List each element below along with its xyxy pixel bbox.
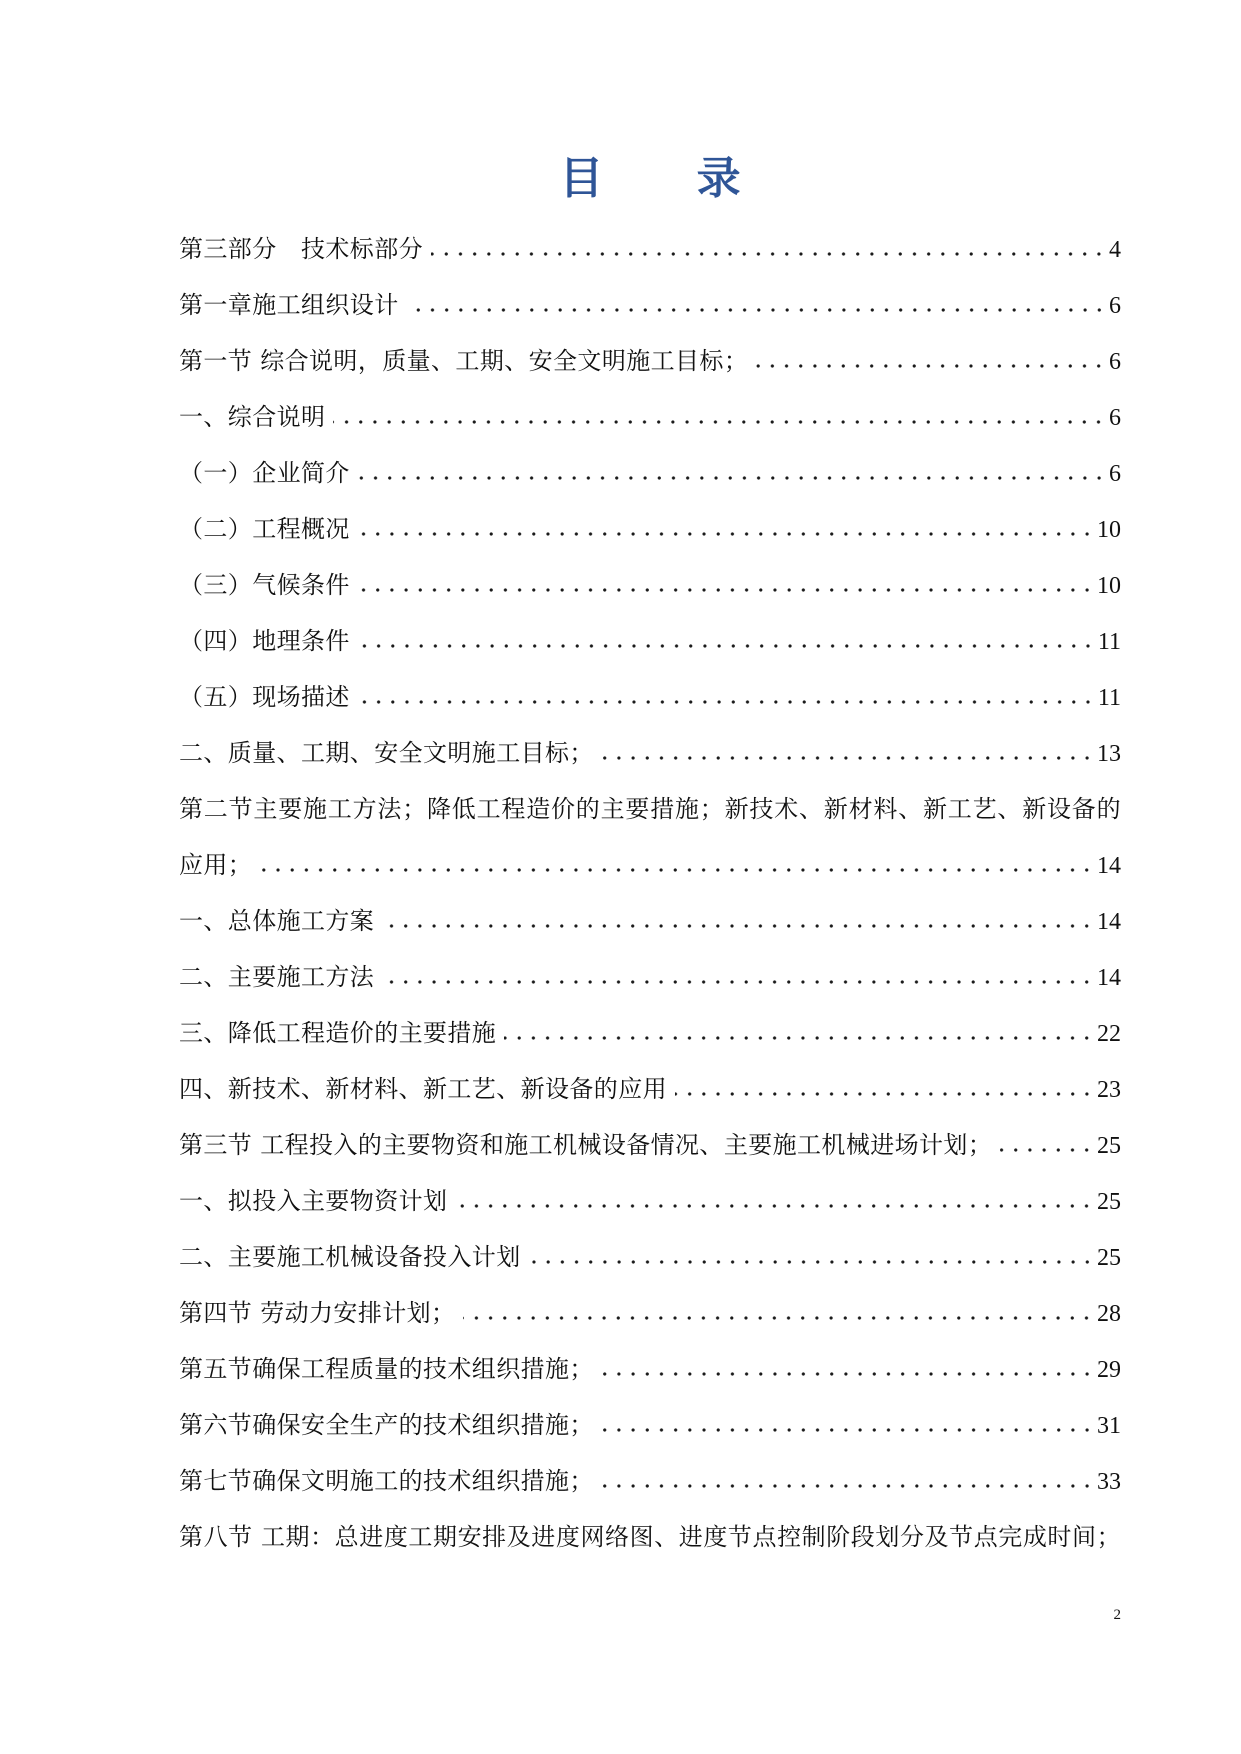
toc-entry-title: （四）地理条件 [179, 627, 350, 655]
toc-entry-page: 11 [1097, 629, 1121, 655]
dot-leader [1000, 1147, 1094, 1153]
toc-entry-page: 25 [1097, 1189, 1121, 1215]
dot-leader [463, 1315, 1094, 1321]
toc-entry-page: 6 [1109, 461, 1121, 487]
page-title-text: 目 录 [559, 153, 780, 204]
toc-entry-title: 一、拟投入主要物资计划 [179, 1187, 448, 1215]
toc-entry-page: 4 [1109, 237, 1121, 263]
toc-entry [179, 949, 1121, 1005]
dot-leader [455, 1203, 1094, 1209]
dot-leader [382, 979, 1094, 985]
toc-entry [179, 557, 1121, 613]
toc-entry-title: 第六节确保安全生产的技术组织措施； [179, 1411, 594, 1439]
dot-leader [675, 1091, 1094, 1097]
toc-entry [179, 669, 1121, 725]
table-of-contents [179, 221, 1121, 1565]
dot-leader [358, 587, 1094, 593]
toc-entry [179, 1173, 1121, 1229]
toc-entry-page: 13 [1097, 741, 1121, 767]
dot-leader [407, 307, 1106, 313]
toc-entry-title: 第四节 劳动力安排计划； [179, 1299, 456, 1327]
toc-entry-title: 第三部分 技术标部分 [179, 235, 423, 263]
toc-entry [179, 725, 1121, 781]
toc-entry-page: 22 [1097, 1021, 1121, 1047]
toc-entry-title: 第八节 工期：总进度工期安排及进度网络图、进度节点控制阶段划分及节点完成时间； [179, 1523, 1121, 1551]
toc-entry-title-line-1: 第二节主要施工方法；降低工程造价的主要措施；新技术、新材料、新工艺、新设备的 [179, 795, 1121, 823]
dot-leader [602, 1371, 1094, 1377]
dot-leader [756, 363, 1106, 369]
toc-entry [179, 837, 1121, 893]
toc-entry [179, 613, 1121, 669]
toc-entry-title: （二）工程概况 [179, 515, 350, 543]
toc-entry-wrapped-line [179, 781, 1121, 837]
toc-entry [179, 893, 1121, 949]
toc-entry-title: 一、总体施工方案 [179, 907, 375, 935]
toc-entry-page: 6 [1109, 349, 1121, 375]
toc-entry [179, 277, 1121, 333]
toc-entry-page: 6 [1109, 293, 1121, 319]
toc-entry-page: 11 [1097, 685, 1121, 711]
dot-leader [358, 531, 1094, 537]
toc-entry [179, 1341, 1121, 1397]
toc-entry-page: 25 [1097, 1245, 1121, 1271]
toc-entry-title: 第一节 综合说明，质量、工期、安全文明施工目标； [179, 347, 749, 375]
toc-entry [179, 1285, 1121, 1341]
dot-leader [358, 475, 1106, 481]
toc-entry-page: 23 [1097, 1077, 1121, 1103]
toc-entry-title: 一、综合说明 [179, 403, 326, 431]
toc-entry-title-line-2: 应用； [179, 851, 253, 879]
toc-entry [179, 221, 1121, 277]
toc-entry [179, 389, 1121, 445]
dot-leader [602, 755, 1094, 761]
toc-entry-title: 四、新技术、新材料、新工艺、新设备的应用 [179, 1075, 667, 1103]
toc-entry-page: 14 [1097, 853, 1121, 879]
toc-entry-page: 10 [1097, 517, 1121, 543]
dot-leader [529, 1259, 1094, 1265]
dot-leader [504, 1035, 1094, 1041]
toc-entry-page: 25 [1097, 1133, 1121, 1159]
toc-entry-title: 第三节 工程投入的主要物资和施工机械设备情况、主要施工机械进场计划； [179, 1131, 993, 1159]
page-number: 2 [1113, 1607, 1121, 1623]
toc-entry-title: 第一章施工组织设计 [179, 291, 399, 319]
toc-entry [179, 1117, 1121, 1173]
toc-entry-page: 28 [1097, 1301, 1121, 1327]
toc-entry-title: （三）气候条件 [179, 571, 350, 599]
toc-entry-title: 二、质量、工期、安全文明施工目标； [179, 739, 594, 767]
toc-entry [179, 1005, 1121, 1061]
toc-entry-title: （一）企业简介 [179, 459, 350, 487]
dot-leader [431, 251, 1106, 257]
dot-leader [382, 923, 1094, 929]
toc-entry-page: 33 [1097, 1469, 1121, 1495]
toc-entry-page: 14 [1097, 909, 1121, 935]
dot-leader [260, 867, 1094, 873]
page-title [179, 149, 1121, 209]
toc-entry-page: 29 [1097, 1357, 1121, 1383]
toc-entry [179, 1397, 1121, 1453]
toc-entry-title: 第七节确保文明施工的技术组织措施； [179, 1467, 594, 1495]
toc-entry-page: 14 [1097, 965, 1121, 991]
toc-entry-page: 31 [1097, 1413, 1121, 1439]
toc-entry [179, 1509, 1121, 1565]
dot-leader [333, 419, 1106, 425]
toc-entry-title: 三、降低工程造价的主要措施 [179, 1019, 497, 1047]
dot-leader [602, 1427, 1094, 1433]
toc-entry-page: 6 [1109, 405, 1121, 431]
toc-entry [179, 445, 1121, 501]
toc-entry [179, 501, 1121, 557]
toc-entry [179, 1229, 1121, 1285]
dot-leader [358, 699, 1095, 705]
dot-leader [602, 1483, 1094, 1489]
toc-entry-title: 二、主要施工机械设备投入计划 [179, 1243, 521, 1271]
toc-entry-page: 10 [1097, 573, 1121, 599]
toc-entry-title: （五）现场描述 [179, 683, 350, 711]
toc-entry-title: 二、主要施工方法 [179, 963, 375, 991]
toc-entry [179, 1453, 1121, 1509]
toc-entry [179, 333, 1121, 389]
dot-leader [358, 643, 1095, 649]
toc-entry [179, 1061, 1121, 1117]
toc-entry-title: 第五节确保工程质量的技术组织措施； [179, 1355, 594, 1383]
